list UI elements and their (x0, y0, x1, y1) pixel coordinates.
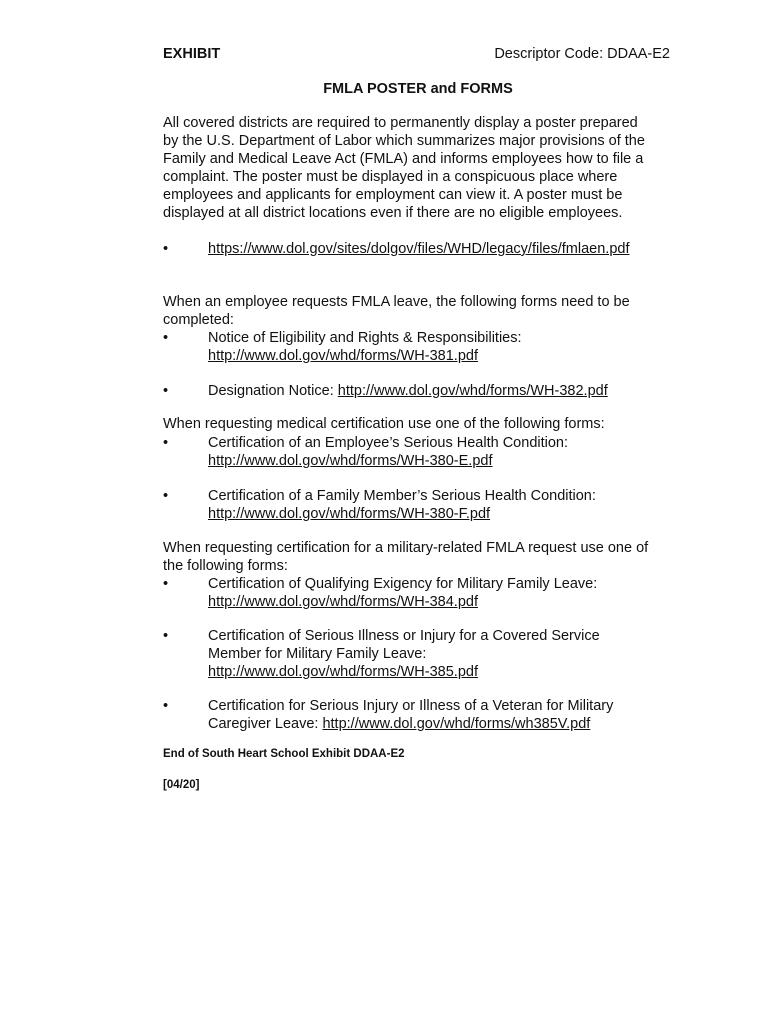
item-label: Certification of a Family Member’s Serious Health Condition: (208, 488, 596, 504)
document-header (163, 46, 673, 66)
wh381-link[interactable]: http://www.dol.gov/whd/forms/WH-381.pdf (208, 348, 478, 364)
intro-line: by the U.S. Department of Labor which summarizes major provisions of the (163, 133, 645, 149)
exhibit-label: EXHIBIT (163, 46, 221, 62)
item-label: Certification for Serious Injury or Illness of a Veteran for Military (208, 698, 614, 714)
item-label: Certification of Serious Illness or Injury for a Covered Service (208, 628, 600, 644)
document-title: FMLA POSTER and FORMS (323, 81, 513, 97)
section1-intro (163, 293, 673, 329)
section1-line: When an employee requests FMLA leave, the following forms need to be (163, 294, 630, 310)
wh380e-link[interactable]: http://www.dol.gov/whd/forms/WH-380-E.pdf (208, 453, 493, 469)
item-label: Notice of Eligibility and Rights & Responsibilities: (208, 330, 522, 346)
item-label: Certification of an Employee’s Serious Health Condition: (208, 435, 569, 451)
intro-line: Family and Medical Leave Act (FMLA) and informs employees how to file a (163, 151, 644, 167)
item-label: Caregiver Leave: (208, 716, 323, 732)
wh380f-link[interactable]: http://www.dol.gov/whd/forms/WH-380-F.pdf (208, 506, 491, 522)
revision-date: [04/20] (163, 779, 200, 791)
descriptor-code: Descriptor Code: DDAA-E2 (494, 46, 670, 62)
bullet: • (163, 576, 169, 592)
bullet: • (163, 488, 169, 504)
poster-link[interactable]: https://www.dol.gov/sites/dolgov/files/WHD/legacy/files/fmlaen.pdf (208, 241, 630, 257)
item-label: Member for Military Family Leave: (208, 646, 427, 662)
wh382-link[interactable]: http://www.dol.gov/whd/forms/WH-382.pdf (337, 383, 608, 399)
intro-paragraph (163, 114, 673, 222)
bullet: • (163, 330, 169, 346)
intro-line: complaint. The poster must be displayed in a conspicuous place where (163, 169, 618, 185)
item-label: Certification of Qualifying Exigency for Military Family Leave: (208, 576, 598, 592)
wh385-link[interactable]: http://www.dol.gov/whd/forms/WH-385.pdf (208, 664, 478, 680)
wh384-link[interactable]: http://www.dol.gov/whd/forms/WH-384.pdf (208, 594, 478, 610)
wh385v-link[interactable]: http://www.dol.gov/whd/forms/wh385V.pdf (322, 716, 591, 732)
intro-line: employees and applicants for employment can view it. A poster must be (163, 187, 623, 203)
bullet: • (163, 241, 169, 257)
end-note: End of South Heart School Exhibit DDAA-E2 (163, 748, 405, 760)
section1-line: completed: (163, 312, 234, 328)
section3-line: the following forms: (163, 558, 288, 574)
section3-line: When requesting certification for a military-related FMLA request use one of (163, 540, 649, 556)
bullet: • (163, 435, 169, 451)
intro-line: All covered districts are required to permanently display a poster prepared (163, 115, 638, 131)
intro-line: displayed at all district locations even if there are no eligible employees. (163, 205, 623, 221)
bullet: • (163, 698, 169, 714)
bullet: • (163, 383, 169, 399)
item-label: Designation Notice: (208, 383, 338, 399)
bullet: • (163, 628, 169, 644)
section3-intro (163, 539, 673, 575)
section2-intro: When requesting medical certification use one of the following forms: (163, 416, 605, 432)
